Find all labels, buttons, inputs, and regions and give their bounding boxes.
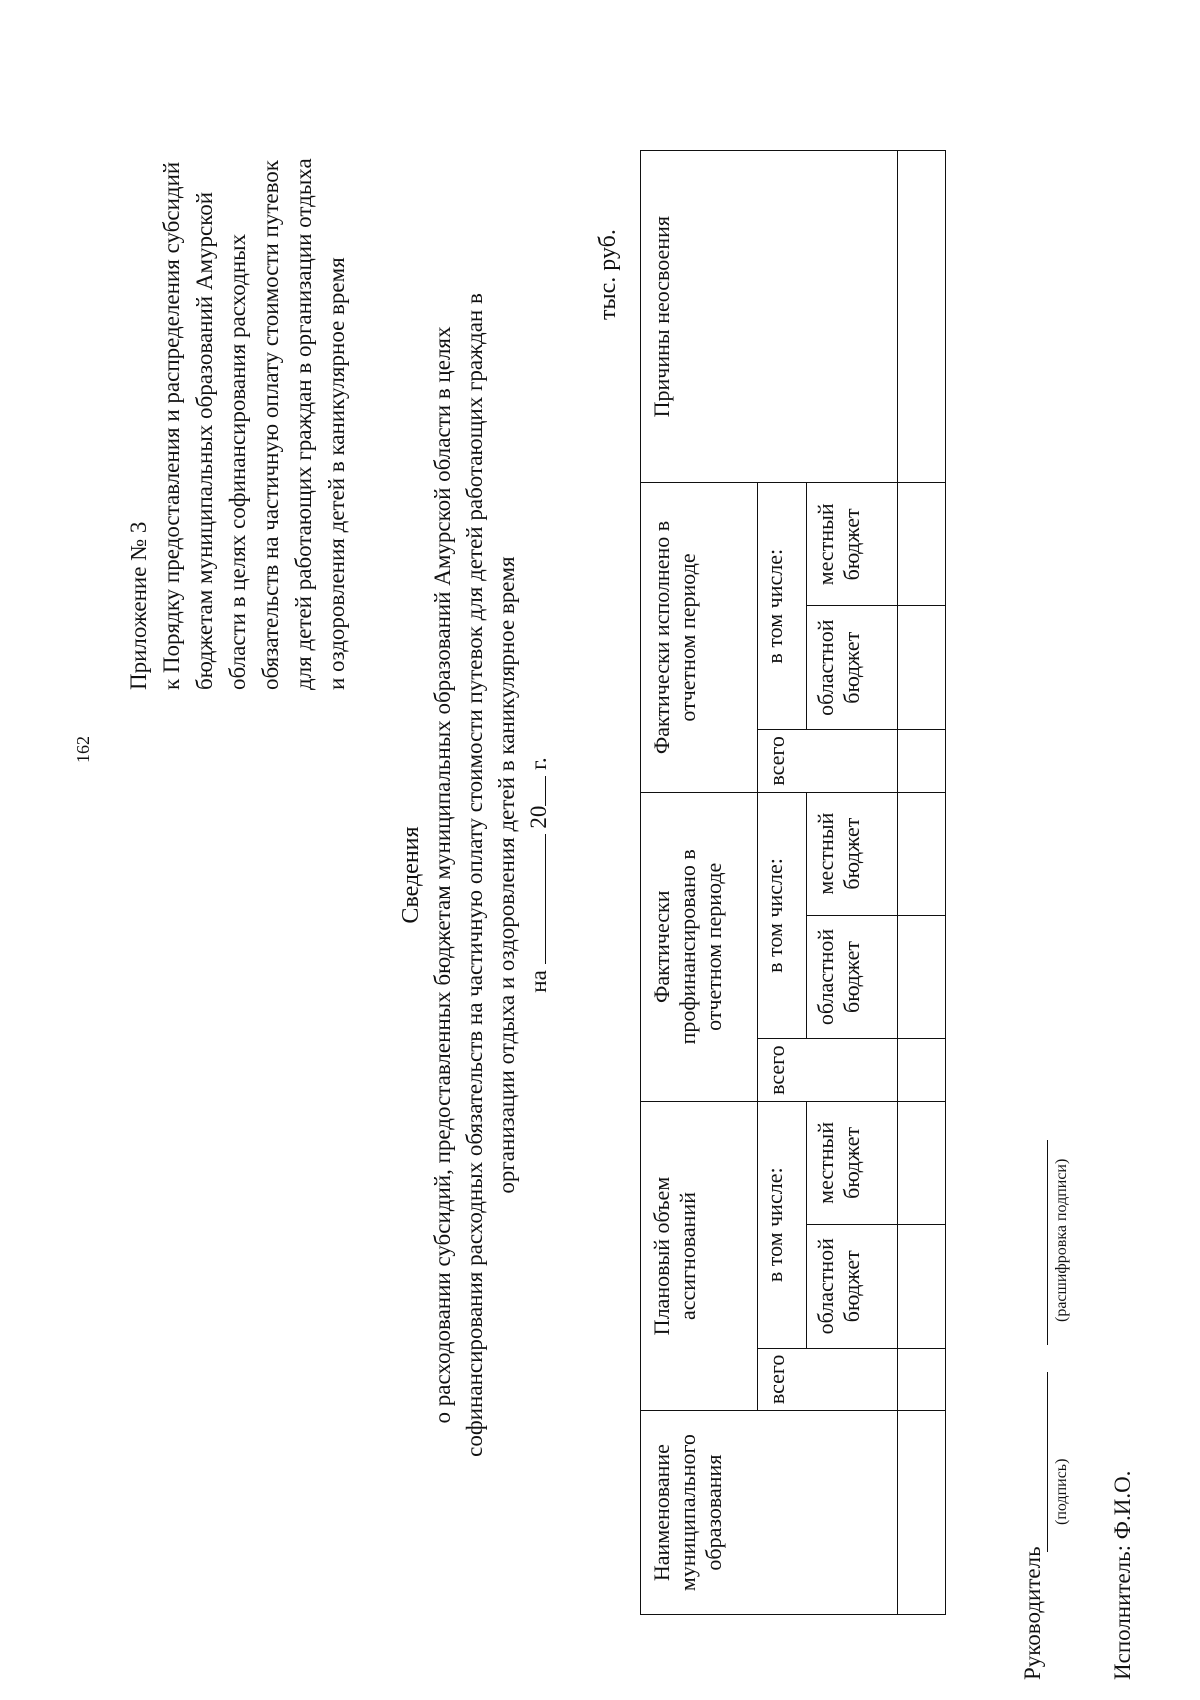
appendix-line: для детей работающих граждан в организации отдыха — [291, 158, 316, 690]
col-reasons: Причины неосвоения — [641, 151, 898, 483]
col-planned-including: в том числе: — [758, 1101, 807, 1348]
table-row — [898, 151, 946, 1615]
head-label: Руководитель — [1020, 1546, 1045, 1680]
col-executed-total: всего — [758, 730, 898, 793]
heading-line: о расходовании субсидий, предоставленных бюджетам муниципальных образований Амурской области в целях — [430, 326, 455, 1424]
col-group-executed: Фактически исполнено в отчетном периоде — [641, 483, 758, 792]
appendix-line: бюджетам муниципальных образований Амурской — [192, 191, 217, 690]
appendix-line: к Порядку предоставления и распределения субсидий — [159, 161, 184, 690]
appendix-line: области в целях софинансирования расходных — [225, 233, 250, 690]
col-planned-total: всего — [758, 1348, 898, 1411]
date-day-month-blank — [525, 834, 546, 964]
signature-decode-caption: (расшифровка подписи) — [1053, 1158, 1070, 1322]
signature-decode-line — [1046, 1140, 1048, 1345]
col-financed-total: всего — [758, 1039, 898, 1102]
signature-line — [1046, 1372, 1048, 1552]
col-planned-regional: областной бюджет — [807, 1224, 898, 1348]
date-prefix: на — [526, 970, 551, 993]
col-planned-local: местный бюджет — [807, 1101, 898, 1224]
col-group-financed: Фактически профинансировано в отчетном периоде — [641, 792, 758, 1101]
report-table — [640, 150, 946, 1615]
col-municipality-name: Наименование муниципального образования — [641, 1411, 898, 1615]
col-financed-including: в том числе: — [758, 792, 807, 1039]
report-heading — [395, 230, 555, 1520]
col-executed-including: в том числе: — [758, 483, 807, 730]
date-year-blank — [525, 776, 546, 806]
col-group-planned: Плановый объем ассигнований — [641, 1101, 758, 1410]
appendix-title: Приложение № 3 — [126, 521, 151, 690]
col-financed-local: местный бюджет — [807, 792, 898, 915]
date-suffix: г. — [526, 757, 551, 770]
table-header-row — [641, 151, 758, 1615]
report-title: Сведения — [398, 826, 424, 924]
appendix-note — [122, 130, 353, 690]
appendix-line: и оздоровления детей в каникулярное время — [324, 257, 349, 690]
heading-line: софинансирования расходных обязательств на частичную оплату стоимости путевок для детей работающих граждан в — [462, 293, 487, 1457]
report-date-line — [523, 757, 555, 992]
date-year: 20 — [526, 805, 551, 829]
units-label: тыс. руб. — [595, 229, 621, 320]
signature-caption: (подпись) — [1053, 1458, 1070, 1525]
col-executed-local: местный бюджет — [807, 483, 898, 606]
col-executed-regional: областной бюджет — [807, 606, 898, 730]
appendix-line: обязательств на частичную оплату стоимости путевок — [258, 160, 283, 690]
col-financed-regional: областной бюджет — [807, 915, 898, 1039]
heading-line: организации отдыха и оздоровления детей в каникулярное время — [494, 556, 519, 1194]
executor-label: Исполнитель: Ф.И.О. — [1110, 1470, 1135, 1680]
page-number: 162 — [73, 736, 93, 763]
